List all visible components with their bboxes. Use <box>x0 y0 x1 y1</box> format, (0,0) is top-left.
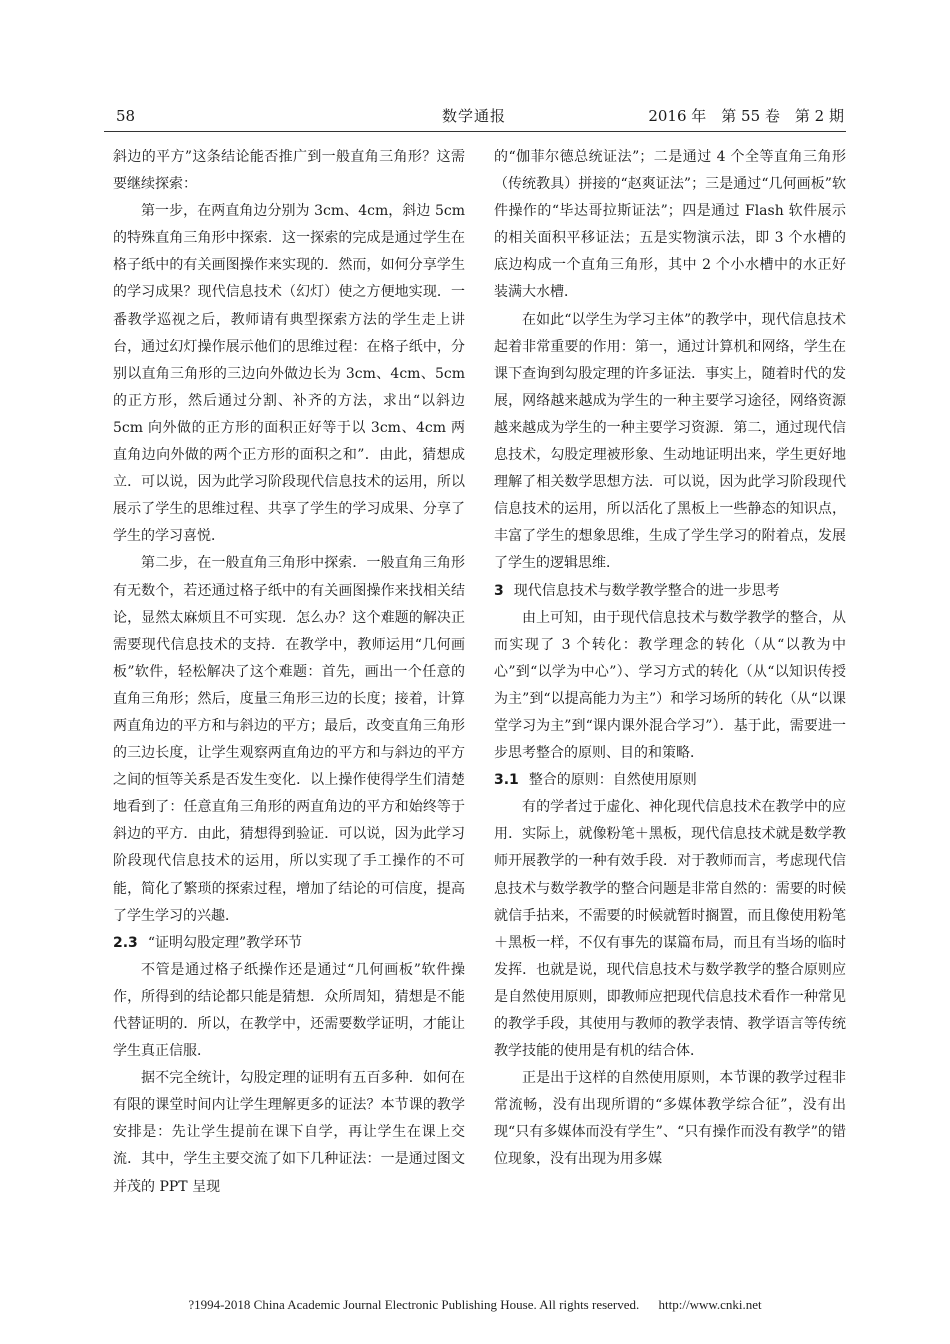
header-rule <box>104 131 846 132</box>
subsection-heading <box>494 767 846 794</box>
right-column <box>494 144 846 1174</box>
paragraph: 第一步，在两直角边分别为 3cm、4cm，斜边 5cm 的特殊直角三角形中探索．这一探索的完成是通过学生在格子纸中的有关画图操作来实现的．然而，如何分享学生的学习成果？现代信息技术（幻灯）使之方便地实现．一番教学巡视之后，教师请有典型探索方法的学生走上讲台，通过幻灯操作展示他们的思维过程：在格子纸中，分别以直角三角形的三边向外做边长为 3cm、4cm、5cm 的正方形，然后通过分割、补齐的方法，求出“以斜边 5cm 向外做的正方形的面积正好等于以 3cm、4cm 两直角边向外做的两个正方形的面积之和”．由此，猜想成立．可以说，因为此学习阶段现代信息技术的运用，所以展示了学生的思维过程、共享了学生的学习成果、分享了学生的学习喜悦． <box>113 203 465 545</box>
section-heading <box>494 578 846 605</box>
paragraph: 据不完全统计，勾股定理的证明有五百多种．如何在有限的课堂时间内让学生理解更多的证法？本节课的教学安排是：先让学生提前在课下自学，再让学生在课上交流．其中，学生主要交流了如下几种证法：一是通过图文并茂的 PPT 呈现 <box>113 1070 465 1195</box>
section-title: “证明勾股定理”教学环节 <box>147 934 303 951</box>
page-number: 58 <box>116 107 136 125</box>
paragraph: 斜边的平方”这条结论能否推广到一般直角三角形？这需要继续探索： <box>113 149 465 193</box>
paragraph: 正是出于这样的自然使用原则，本节课的教学过程非常流畅，没有出现所谓的“多媒体教学综合征”，没有出现“只有多媒体而没有学生”、“只有操作而没有教学”的错位现象，没有出现为用多媒 <box>494 1070 846 1168</box>
footer-url[interactable]: http://www.cnki.net <box>658 1297 762 1312</box>
section-number: 3.1 <box>494 772 519 789</box>
section-number: 2.3 <box>113 934 138 951</box>
running-header <box>104 106 844 132</box>
paragraph: 有的学者过于虚化、神化现代信息技术在教学中的应用．实际上，就像粉笔＋黑板，现代信息技术就是数学教师开展教学的一种有效手段．对于教师而言，考虑现代信息技术与数学教学的整合问题是非常自然的：需要的时候就信手拈来，不需要的时候就暂时搁置，而且像使用粉笔＋黑板一样，不仅有事先的谋篇布局，而且有当场的临时发挥．也就是说，现代信息技术与数学教学的整合原则应是自然使用原则，即教师应把现代信息技术看作一种常见的教学手段，其使用与教师的教学表情、教学语言等传统教学技能的使用是有机的结合体． <box>494 799 846 1060</box>
paragraph: 的“伽菲尔德总统证法”；二是通过 4 个全等直角三角形（传统教具）拼接的“赵爽证法”；三是通过“几何画板”软件操作的“毕达哥拉斯证法”；四是通过 Flash 软件展示的相关面积平移证法；五是实物演示法，即 3 个水槽的底边构成一个直角三角形，其中 2 个小水槽中的水正好装满大水槽． <box>494 149 846 301</box>
section-title: 整合的原则：自然使用原则 <box>528 772 697 789</box>
left-column <box>113 144 465 1201</box>
section-title: 现代信息技术与数学教学整合的进一步思考 <box>513 582 780 599</box>
journal-title: 数学通报 <box>441 107 506 125</box>
copyright-text: ?1994-2018 China Academic Journal Electronic Publishing House. All rights reserved. <box>188 1297 640 1312</box>
paragraph: 不管是通过格子纸操作还是通过“几何画板”软件操作，所得到的结论都只能是猜想．众所周知，猜想是不能代替证明的．所以，在教学中，还需要数学证明，才能让学生真正信服． <box>113 961 465 1060</box>
issue-info: 2016 年 第 55 卷 第 2 期 <box>648 107 844 125</box>
paragraph: 第二步，在一般直角三角形中探索．一般直角三角形有无数个，若还通过格子纸中的有关画图操作来找相关结论，显然太麻烦且不可实现．怎么办？这个难题的解决正需要现代信息技术的支持．在教学中，教师运用“几何画板”软件，轻松解决了这个难题：首先，画出一个任意的直角三角形；然后，度量三角形三边的长度；接着，计算两直角边的平方和与斜边的平方；最后，改变直角三角形的三边长度，让学生观察两直角边的平方和与斜边的平方之间的恒等关系是否发生变化．以上操作使得学生们清楚地看到了：任意直角三角形的两直角边的平方和始终等于斜边的平方．由此，猜想得到验证．可以说，因为此学习阶段现代信息技术的运用，所以实现了手工操作的不可能，简化了繁琐的探索过程，增加了结论的可信度，提高了学生学习的兴趣． <box>113 555 465 924</box>
paragraph: 在如此“以学生为学习主体”的教学中，现代信息技术起着非常重要的作用：第一，通过计算机和网络，学生在课下查询到勾股定理的许多证法．事实上，随着时代的发展，网络越来越成为学生的一种主要学习途径，网络资源越来越成为学生的一种主要学习资源．第二，通过现代信息技术，勾股定理被形象、生动地证明出来，学生更好地理解了相关数学思想方法．可以说，因为此学习阶段现代信息技术的运用，所以活化了黑板上一些静态的知识点，丰富了学生的想象思维，生成了学生学习的附着点，发展了学生的逻辑思维． <box>494 311 846 572</box>
copyright-footer <box>0 1297 950 1313</box>
section-number: 3 <box>494 582 504 599</box>
section-heading <box>113 930 465 957</box>
paragraph: 由上可知，由于现代信息技术与数学教学的整合，从而实现了 3 个转化：教学理念的转化（从“以教为中心”到“以学为中心”）、学习方式的转化（从“以知识传授为主”到“以提高能力为主”）和学习场所的转化（从“以课堂学习为主”到“课内课外混合学习”）．基于此，需要进一步思考整合的原则、目的和策略． <box>494 609 846 762</box>
